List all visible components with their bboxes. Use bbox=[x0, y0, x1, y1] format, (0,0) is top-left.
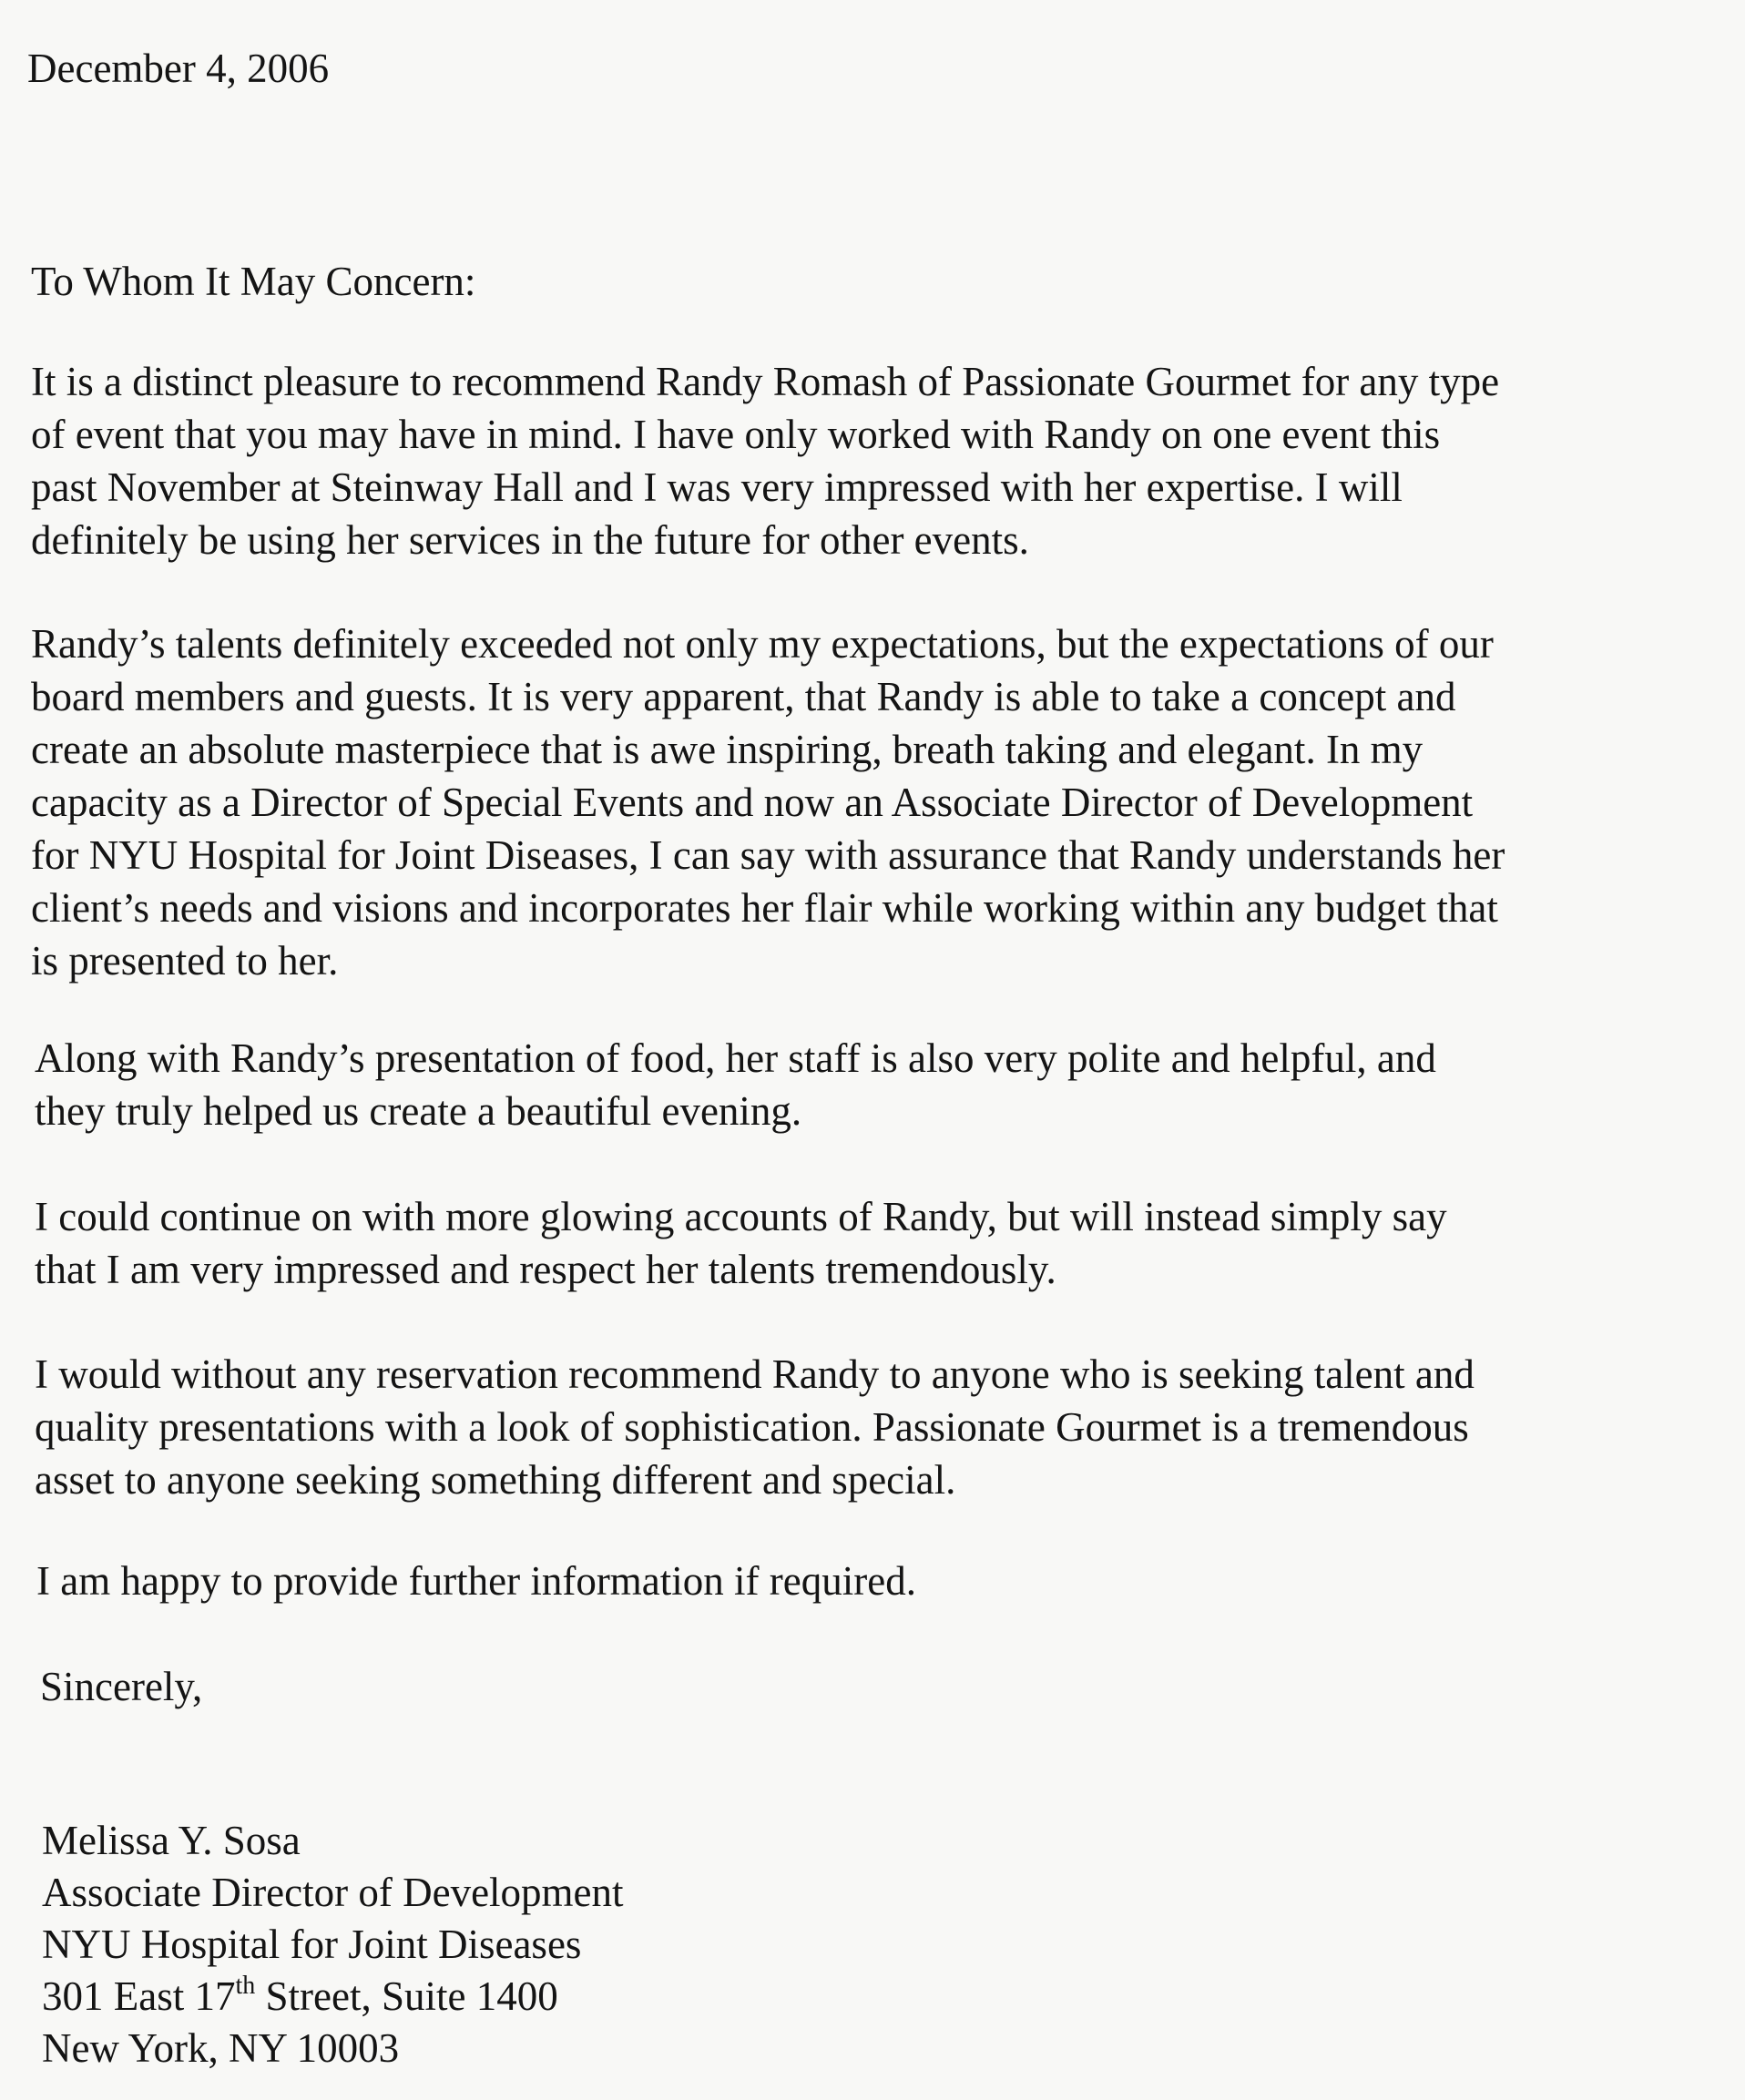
paragraph-line: quality presentations with a look of sophistication. Passionate Gourmet is a tremendous bbox=[35, 1404, 1469, 1450]
letter-date: December 4, 2006 bbox=[27, 46, 330, 91]
paragraph-line: It is a distinct pleasure to recommend Randy Romash of Passionate Gourmet for any type bbox=[31, 359, 1500, 404]
signer-city-state-zip: New York, NY 10003 bbox=[42, 2025, 400, 2071]
closing: Sincerely, bbox=[40, 1664, 203, 1709]
paragraph-1 bbox=[31, 355, 1725, 566]
paragraph-line: is presented to her. bbox=[31, 938, 339, 984]
paragraph-line: board members and guests. It is very apparent, that Randy is able to take a concept and bbox=[31, 674, 1456, 719]
paragraph-line: I would without any reservation recommend Randy to anyone who is seeking talent and bbox=[35, 1351, 1475, 1397]
paragraph-line: past November at Steinway Hall and I was very impressed with her expertise. I will bbox=[31, 464, 1403, 510]
salutation: To Whom It May Concern: bbox=[31, 259, 476, 304]
signer-name: Melissa Y. Sosa bbox=[42, 1818, 301, 1863]
paragraph-line: create an absolute masterpiece that is awe inspiring, breath taking and elegant. In my bbox=[31, 727, 1424, 772]
paragraph-line: I am happy to provide further information if required. bbox=[36, 1558, 916, 1604]
paragraph-5 bbox=[35, 1348, 1729, 1506]
street-address-ordinal: th bbox=[235, 1972, 256, 2000]
paragraph-line: I could continue on with more glowing accounts of Randy, but will instead simply say bbox=[35, 1194, 1447, 1239]
paragraph-line: client’s needs and visions and incorporates her flair while working within any budget that bbox=[31, 885, 1498, 931]
paragraph-6 bbox=[36, 1555, 1730, 1607]
paragraph-line: of event that you may have in mind. I have only worked with Randy on one event this bbox=[31, 412, 1441, 457]
paragraph-line: capacity as a Director of Special Events and now an Associate Director of Development bbox=[31, 780, 1474, 825]
paragraph-line: definitely be using her services in the future for other events. bbox=[31, 517, 1029, 563]
street-address-suffix: Street, Suite 1400 bbox=[255, 1973, 558, 2019]
signer-organization: NYU Hospital for Joint Diseases bbox=[42, 1922, 582, 1967]
street-address-prefix: 301 East 17 bbox=[42, 1973, 236, 2019]
paragraph-line: for NYU Hospital for Joint Diseases, I can say with assurance that Randy understands her bbox=[31, 832, 1505, 878]
signature-block bbox=[42, 1815, 1736, 2075]
paragraph-line: that I am very impressed and respect her talents tremendously. bbox=[35, 1247, 1056, 1292]
paragraph-line: Randy’s talents definitely exceeded not only my expectations, but the expectations of our bbox=[31, 621, 1494, 667]
paragraph-2 bbox=[31, 617, 1725, 987]
signer-street-address bbox=[42, 1971, 1736, 2023]
paragraph-3 bbox=[35, 1032, 1729, 1137]
paragraph-4 bbox=[35, 1190, 1729, 1296]
signer-title: Associate Director of Development bbox=[42, 1870, 624, 1915]
paragraph-line: they truly helped us create a beautiful evening. bbox=[35, 1088, 802, 1134]
paragraph-line: Along with Randy’s presentation of food, her staff is also very polite and helpful, and bbox=[35, 1035, 1436, 1081]
paragraph-line: asset to anyone seeking something different and special. bbox=[35, 1457, 956, 1503]
